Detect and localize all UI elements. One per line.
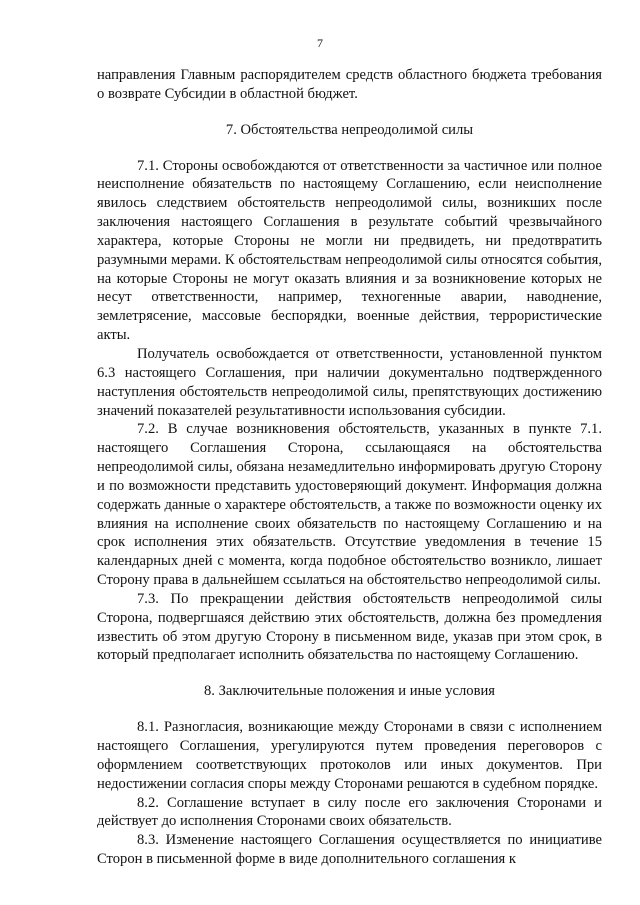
clause-8-2: 8.2. Соглашение вступает в силу после его заключения Сторонами и действует до исполнения Сторонами своих обязательств. [97,794,602,830]
clause-8-1: 8.1. Разногласия, возникающие между Сторонами в связи с исполнением настоящего Соглашения, урегулируются путем проведения переговоров с оформлением соответствующих протоколов или иных документов. При недостижении согласия споры между Сторонами решаются в судебном порядке. [97,719,602,792]
clause-7-2: 7.2. В случае возникновения обстоятельств, указанных в пункте 7.1. настоящего Соглашения Сторона, ссылающаяся на обстоятельства непреодолимой силы, обязана незамедлительно информировать другую Сторону и по возможности представить удостоверяющий документ. Информация должна содержать данные о характере обстоятельств, а также по возможности оценку их влияния на исполнение своих обязательств по настоящему Соглашению и на срок исполнения этих обязательств. Отсутствие уведомления в течение 15 календарных дней с момента, когда подобное обстоятельство возникло, лишает Сторону права в дальнейшем ссылаться на обстоятельство непреодолимой силы. [97,421,602,589]
document-body [97,66,602,869]
section-8-heading: 8. Заключительные положения и иные условия [203,683,496,700]
intro-paragraph: направления Главным распорядителем средств областного бюджета требования о возврате Субсидии в областной бюджет. [97,67,602,102]
clause-7-3: 7.3. По прекращении действия обстоятельств непреодолимой силы Сторона, подвергшаяся действию этих обстоятельств, должна без промедления известить об этом другую Сторону в письменном виде, указав при этом срок, в который предполагает исполнить обязательства по настоящему Соглашению. [97,590,602,664]
clause-8-3: 8.3. Изменение настоящего Соглашения осуществляется по инициативе Сторон в письменной форме в виде дополнительного соглашения к [97,832,602,868]
clause-7-1-recipient: Получатель освобождается от ответственности, установленной пунктом 6.3 настоящего Соглашения, при наличии документально подтвержденного наступления обстоятельств непреодолимой силы, препятствующих достижению значений показателей результативности использования субсидии. [97,345,602,419]
clause-7-1: 7.1. Стороны освобождаются от ответственности за частичное или полное неисполнение обязательств по настоящему Соглашению, если неисполнение явилось следствием обстоятельств непреодолимой силы, возникших после заключения настоящего Соглашения в результате событий чрезвычайного характера, которые Стороны не могли ни предвидеть, ни предотвратить разумными мерами. К обстоятельствам непреодолимой силы относятся события, на которые Стороны не могут оказать влияния и за возникновение которых не несут ответственности, например, техногенные аварии, наводнение, землетрясение, массовые беспорядки, военные действия, террористические акты. [97,157,602,344]
section-7-heading: 7. Обстоятельства непреодолимой силы [225,121,474,138]
page-number: 7 [317,36,323,50]
